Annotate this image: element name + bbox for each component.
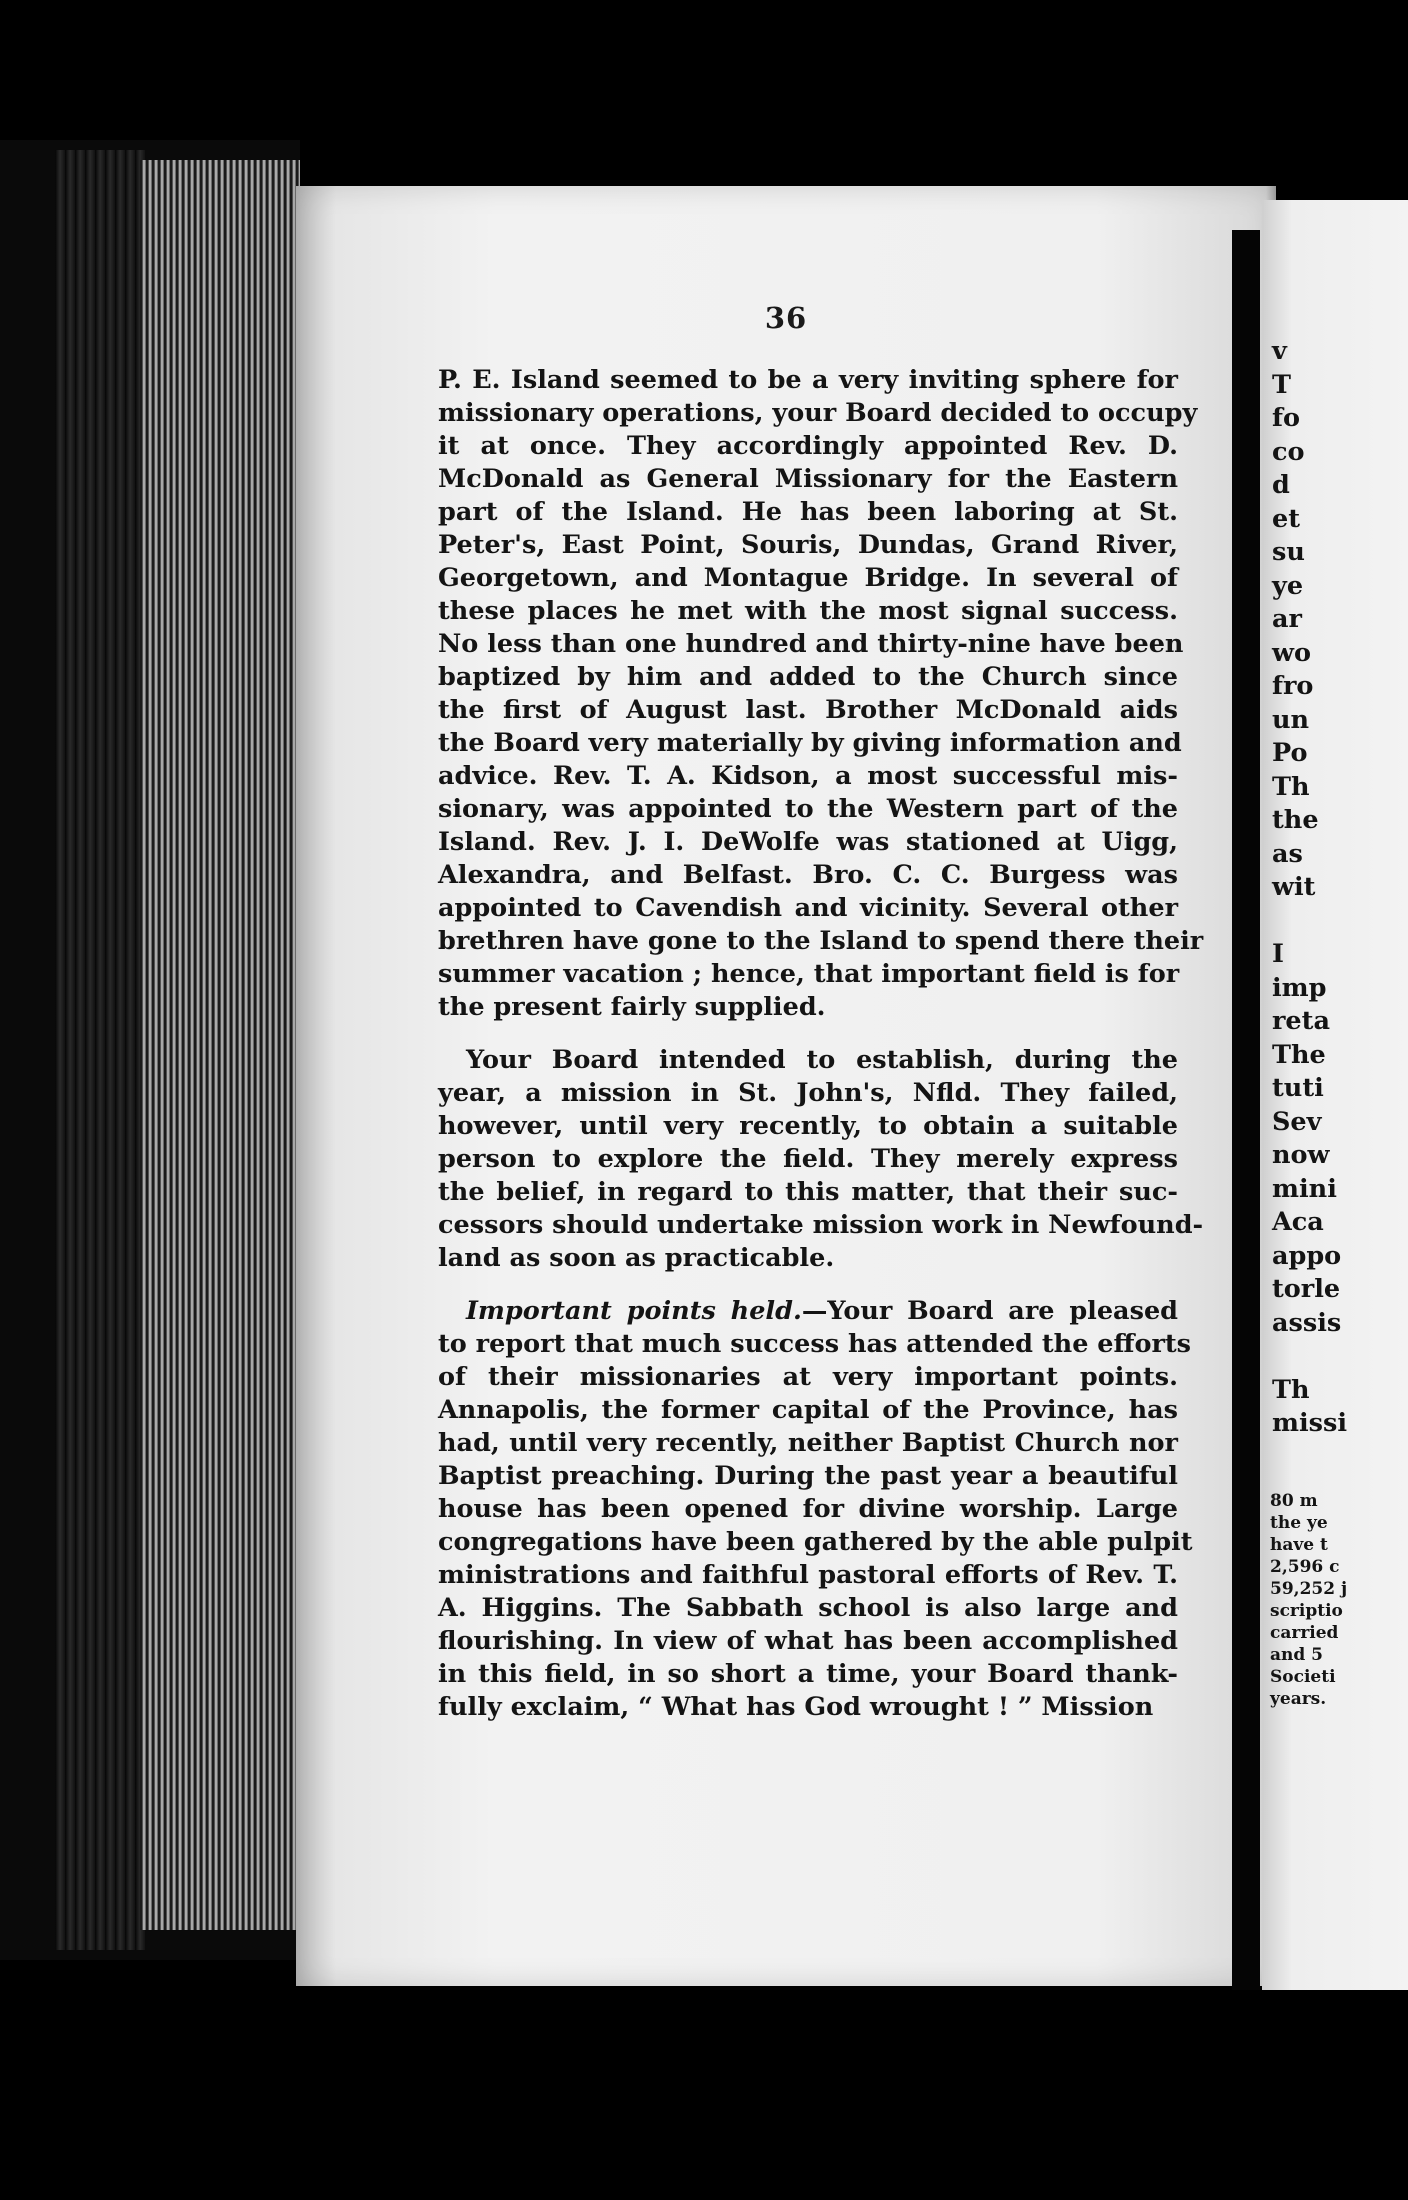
text-line: Your Board intended to establish, during the bbox=[466, 1045, 1178, 1075]
paragraph-heading-line bbox=[438, 1295, 1178, 1328]
text-line: land as soon as practicable. bbox=[438, 1243, 835, 1273]
next-page-line: fo bbox=[1272, 403, 1300, 433]
next-page-line: un bbox=[1272, 704, 1310, 735]
next-page-footnote-line: 80 m bbox=[1270, 1491, 1318, 1511]
text-line: P. E. Island seemed to be a very inviting sphere for bbox=[438, 365, 1178, 395]
next-page-line bbox=[1272, 905, 1347, 939]
next-page-line: reta bbox=[1272, 1006, 1330, 1036]
next-page-line: d bbox=[1272, 470, 1290, 500]
next-page-line: su bbox=[1272, 537, 1305, 567]
text-line: Alexandra, and Belfast. Bro. C. C. Burgess was bbox=[438, 860, 1178, 890]
text-line: the Board very materially by giving information and bbox=[438, 728, 1182, 758]
text-line: house has been opened for divine worship. Large bbox=[438, 1494, 1178, 1524]
book-cover-edge bbox=[55, 150, 145, 1950]
next-page-line: Sev bbox=[1272, 1106, 1322, 1137]
text-line: year, a mission in St. John's, Nfld. They failed, bbox=[438, 1078, 1178, 1108]
text-line: missionary operations, your Board decided to occupy bbox=[438, 398, 1198, 428]
text-line: of their missionaries at very important points. bbox=[438, 1362, 1178, 1392]
next-page-line: co bbox=[1272, 436, 1305, 467]
text-line: person to explore the field. They merely express bbox=[438, 1144, 1178, 1174]
next-page-line: v bbox=[1272, 336, 1287, 366]
text-line: appointed to Cavendish and vicinity. Several other bbox=[438, 893, 1178, 923]
text-line: congregations have been gathered by the able pulpit bbox=[438, 1527, 1193, 1557]
next-page-line: Po bbox=[1272, 738, 1308, 768]
next-page-footnote-line: have t bbox=[1270, 1535, 1328, 1555]
text-line: McDonald as General Missionary for the Eastern bbox=[438, 464, 1178, 494]
text-line: fully exclaim, “ What has God wrought ! ” Mission bbox=[438, 1692, 1154, 1722]
next-page-line: Th bbox=[1272, 771, 1310, 802]
text-line: it at once. They accordingly appointed Rev. D. bbox=[438, 431, 1178, 461]
text-line: the first of August last. Brother McDonald aids bbox=[438, 695, 1178, 725]
next-page-footnote bbox=[1270, 1490, 1347, 1710]
text-line: A. Higgins. The Sabbath school is also large and bbox=[438, 1593, 1178, 1623]
next-page-line: I bbox=[1272, 939, 1284, 969]
next-page-footnote-line: 59,252 j bbox=[1270, 1579, 1348, 1599]
text-line: these places he met with the most signal success. bbox=[438, 596, 1178, 626]
paragraph-pei bbox=[438, 364, 1204, 1024]
next-page-line: The bbox=[1272, 1039, 1326, 1070]
next-page-footnote-line: 2,596 c bbox=[1270, 1557, 1340, 1577]
next-page-line bbox=[1272, 1340, 1347, 1374]
next-page-line: imp bbox=[1272, 972, 1327, 1003]
text-line: flourishing. In view of what has been accomplished bbox=[438, 1626, 1178, 1656]
text-line: the present fairly supplied. bbox=[438, 992, 826, 1022]
next-page-footnote-line: and 5 bbox=[1270, 1645, 1324, 1665]
next-page-line: appo bbox=[1272, 1240, 1342, 1271]
book-page bbox=[296, 186, 1276, 1986]
text-line: the belief, in regard to this matter, that their suc- bbox=[438, 1177, 1178, 1207]
next-page-line: Aca bbox=[1272, 1207, 1324, 1237]
text-line: cessors should undertake mission work in Newfound- bbox=[438, 1210, 1204, 1240]
next-page-line: T bbox=[1272, 369, 1291, 400]
next-page-line: missi bbox=[1272, 1408, 1348, 1438]
text-line: sionary, was appointed to the Western part of the bbox=[438, 794, 1178, 824]
next-page-line: torle bbox=[1272, 1274, 1341, 1304]
text-line: to report that much success has attended the efforts bbox=[438, 1329, 1192, 1359]
next-page-line: wit bbox=[1272, 872, 1316, 902]
text-line: Annapolis, the former capital of the Province, has bbox=[438, 1395, 1178, 1425]
text-line: Peter's, East Point, Souris, Dundas, Grand River, bbox=[438, 530, 1178, 560]
text-line: ministrations and faithful pastoral efforts of Rev. T. bbox=[438, 1560, 1178, 1590]
text-line: baptized by him and added to the Church since bbox=[438, 662, 1178, 692]
page-stack-edge bbox=[140, 160, 300, 1930]
text-line: had, until very recently, neither Baptist Church nor bbox=[438, 1428, 1178, 1458]
paragraph-newfoundland bbox=[438, 1044, 1204, 1275]
next-page-line: now bbox=[1272, 1140, 1330, 1170]
text-line: summer vacation ; hence, that important field is for bbox=[438, 959, 1180, 989]
next-page-line: wo bbox=[1272, 637, 1311, 668]
heading-line-rest: —Your Board are pleased bbox=[801, 1296, 1178, 1326]
next-page-line: the bbox=[1272, 805, 1319, 835]
next-page-line: ye bbox=[1272, 570, 1304, 601]
next-page-footnote-line: carried bbox=[1270, 1623, 1339, 1643]
text-line: however, until very recently, to obtain a suitable bbox=[438, 1111, 1178, 1141]
next-page-footnote-line: scriptio bbox=[1270, 1601, 1343, 1621]
book-edge bbox=[0, 140, 300, 1960]
text-line: Island. Rev. J. I. DeWolfe was stationed at Uigg, bbox=[438, 827, 1178, 857]
next-page-text bbox=[1272, 335, 1347, 1441]
next-page-fragment bbox=[1262, 200, 1408, 1990]
book-gutter bbox=[1232, 230, 1260, 1990]
next-page-footnote-line: the ye bbox=[1270, 1513, 1328, 1533]
next-page-line: fro bbox=[1272, 671, 1314, 701]
next-page-line: mini bbox=[1272, 1173, 1337, 1204]
next-page-line: assis bbox=[1272, 1307, 1342, 1338]
text-line: in this field, in so short a time, your Board thank- bbox=[438, 1659, 1178, 1689]
section-heading: Important points held. bbox=[466, 1296, 802, 1326]
text-line: Baptist preaching. During the past year a beautiful bbox=[438, 1461, 1178, 1491]
next-page-line: ar bbox=[1272, 604, 1302, 634]
page-number: 36 bbox=[764, 301, 808, 335]
next-page-footnote-line: Societi bbox=[1270, 1667, 1336, 1687]
text-line: Georgetown, and Montague Bridge. In several of bbox=[438, 563, 1178, 593]
text-line: brethren have gone to the Island to spend there their bbox=[438, 926, 1204, 956]
next-page-line: as bbox=[1272, 838, 1303, 869]
next-page-line: et bbox=[1272, 503, 1301, 534]
next-page-line: Th bbox=[1272, 1374, 1310, 1405]
next-page-footnote-line: years. bbox=[1270, 1689, 1327, 1709]
paragraph-important-points bbox=[438, 1295, 1193, 1724]
text-line: part of the Island. He has been laboring at St. bbox=[438, 497, 1178, 527]
page-body bbox=[438, 364, 1204, 1744]
text-line: No less than one hundred and thirty-nine have been bbox=[438, 629, 1184, 659]
text-line: advice. Rev. T. A. Kidson, a most successful mis- bbox=[438, 761, 1178, 791]
next-page-line: tuti bbox=[1272, 1073, 1324, 1103]
